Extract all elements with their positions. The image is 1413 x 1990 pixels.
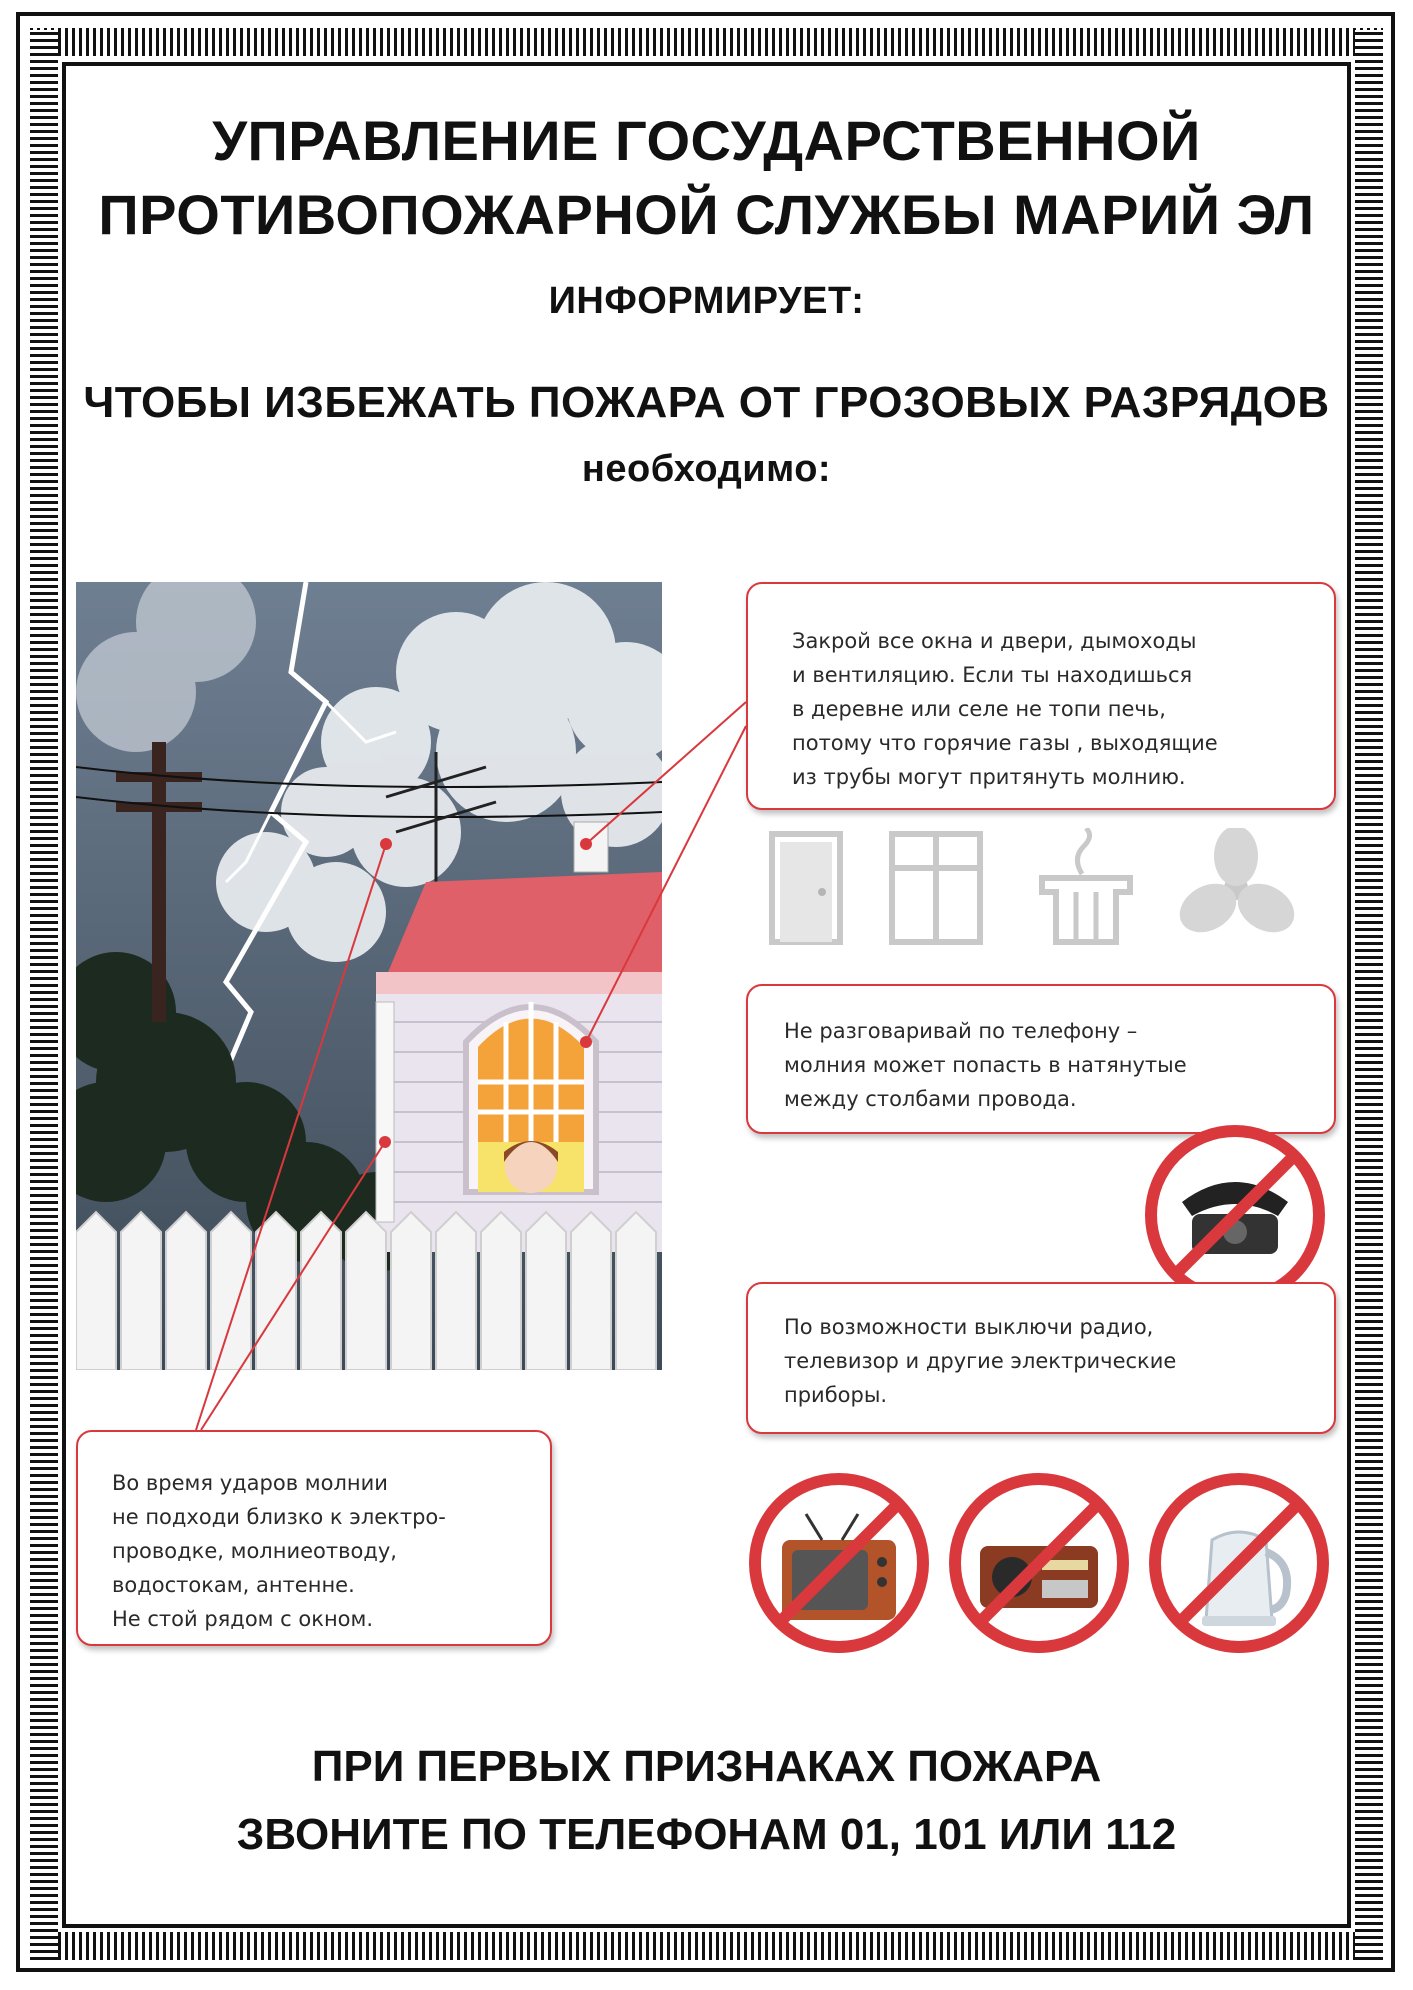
- border-pattern-right: [1355, 30, 1383, 1960]
- no-phone-icon: [1142, 1122, 1328, 1308]
- callout-no-phone-text: Не разговаривай по телефону – молния может попасть в натянутые между столбами провода.: [784, 1019, 1187, 1111]
- callout-stay-away-text: Во время ударов молнии не подходи близко к электро- проводке, молниеотводу, водостокам, антенне. Не стой рядом с окном.: [112, 1471, 446, 1631]
- fan-icon: [1176, 828, 1296, 948]
- door-icon: [766, 828, 846, 948]
- border-pattern-top: [30, 28, 1383, 56]
- subtitle-line-1: ЧТОБЫ ИЗБЕЖАТЬ ПОЖАРА ОТ ГРОЗОВЫХ РАЗРЯДОВ: [83, 378, 1330, 427]
- border-pattern-bottom: [30, 1932, 1383, 1960]
- callout-turn-off-devices-text: По возможности выключи радио, телевизор и другие электрические приборы.: [784, 1315, 1177, 1407]
- border-pattern-left: [30, 30, 58, 1960]
- callout-close-openings-text: Закрой все окна и двери, дымоходы и вентиляцию. Если ты находишься в деревне или селе не топи печь, потому что горячие газы , выходящие из трубы могут притянуть молнию.: [792, 629, 1218, 789]
- no-tv-icon: [746, 1470, 932, 1656]
- footer-line-2: ЗВОНИТЕ ПО ТЕЛЕФОНАМ 01, 101 ИЛИ 112: [236, 1810, 1177, 1859]
- poster-content: [66, 66, 1347, 1924]
- no-radio-icon: [946, 1470, 1132, 1656]
- openings-icons-row: [766, 828, 1306, 958]
- header-line-1: УПРАВЛЕНИЕ ГОСУДАРСТВЕННОЙ: [212, 109, 1201, 172]
- subtitle-line-2: необходимо:: [581, 448, 832, 490]
- callout-close-openings: [746, 582, 1336, 810]
- header-line-3: ИНФОРМИРУЕТ:: [548, 280, 865, 322]
- header-line-2: ПРОТИВОПОЖАРНОЙ СЛУЖБЫ МАРИЙ ЭЛ: [98, 183, 1315, 246]
- no-kettle-icon: [1146, 1470, 1332, 1656]
- window-icon: [886, 828, 986, 948]
- storm-house-illustration: [76, 582, 662, 1370]
- callout-turn-off-devices: [746, 1282, 1336, 1434]
- callout-stay-away: [76, 1430, 552, 1646]
- footer-line-1: ПРИ ПЕРВЫХ ПРИЗНАКАХ ПОЖАРА: [311, 1742, 1102, 1791]
- callout-no-phone: [746, 984, 1336, 1134]
- chimney-icon: [1036, 828, 1136, 948]
